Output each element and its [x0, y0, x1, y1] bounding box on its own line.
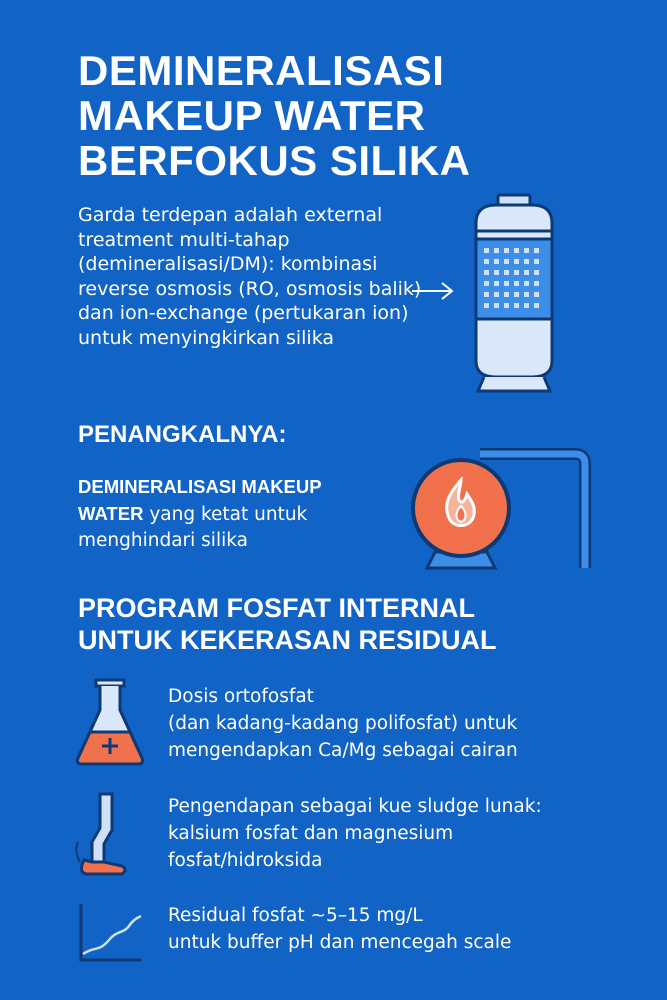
pipe-sludge-icon: [70, 790, 130, 880]
antidote-text: [78, 474, 408, 554]
item-3-line-2: untuk buffer pH dan mencegah scale: [168, 932, 512, 953]
item-3-line-1: Residual fosfat ~5–15 mg/L: [168, 905, 423, 926]
item-1-line-2: (dan kadang-kadang polifosfat) untuk: [168, 713, 518, 734]
item-1-line-3: mengendapkan Ca/Mg sebagai cairan: [168, 740, 518, 761]
title-line-3: BERFOKUS SILIKA: [78, 137, 471, 184]
antidote-emphasis-line-2: WATER: [78, 503, 144, 524]
item-2-line-1: Pengendapan sebagai kue sludge lunak:: [168, 796, 542, 817]
antidote-line-3: menghindari silika: [78, 530, 248, 551]
arrow-right-icon: [410, 278, 456, 304]
phosphate-item-1: [168, 683, 648, 764]
phosphate-heading-line-2: UNTUK KEKERASAN RESIDUAL: [78, 625, 497, 655]
ion-exchange-tank-icon: [470, 193, 558, 398]
title-line-2: MAKEUP WATER: [78, 92, 426, 139]
line-graph-icon: [75, 900, 145, 965]
intro-paragraph: Garda terdepan adalah external treatment multi-tahap (demineralisasi/DM): kombinasi reverse osmosis (RO, osmosis balik) dan ion-exchange (pertukaran ion) untuk menyingkirkan silika: [78, 204, 422, 349]
phosphate-heading-line-1: PROGRAM FOSFAT INTERNAL: [78, 593, 475, 623]
phosphate-item-3: [168, 902, 648, 956]
antidote-heading: PENANGKALNYA:: [78, 421, 287, 448]
title-line-1: DEMINERALISASI: [78, 47, 445, 94]
item-2-line-2: kalsium fosfat dan magnesium: [168, 823, 454, 844]
flask-icon: [70, 678, 150, 768]
page-title: [78, 48, 638, 183]
boiler-flame-icon: [405, 440, 595, 575]
antidote-rest: yang ketat untuk: [143, 504, 308, 525]
antidote-emphasis-line-1: DEMINERALISASI MAKEUP: [78, 476, 322, 497]
phosphate-heading: [78, 592, 638, 656]
phosphate-item-2: [168, 793, 648, 874]
item-1-line-1: Dosis ortofosfat: [168, 686, 314, 707]
item-2-line-3: fosfat/hidroksida: [168, 850, 323, 871]
